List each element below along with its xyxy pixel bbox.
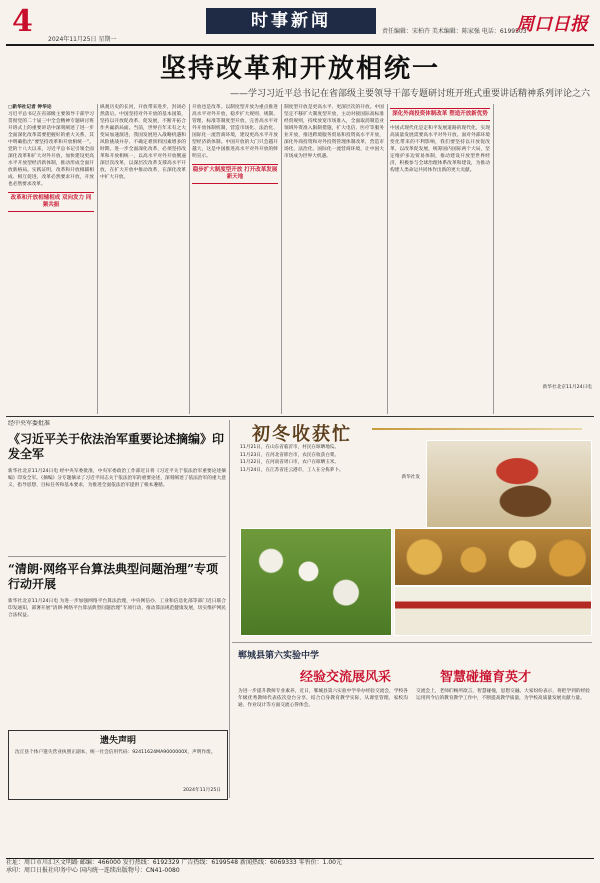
photo-credit: 新华社发 — [401, 475, 420, 480]
lead-end-note: 新华社北京11月24日电 — [542, 385, 592, 390]
caption-2: 11月23日，在河北省邢台市，农民在收获白菜。 — [240, 452, 339, 458]
photo-sweet-potatoes — [394, 528, 592, 586]
divider — [229, 420, 230, 798]
editor-credits: 责任编辑：宋柏卉 美术编辑：陈家强 电话：6199503 — [382, 28, 527, 35]
algorithm-headline: “清朗·网络平台算法典型问题治理”专项行动开展 — [8, 562, 218, 591]
divider — [189, 104, 190, 414]
school-body-1: 为进一步提升教师专业素养，近日，郸城县第六实验中学举办经验交流会，学校各年级优秀教师代表依次登台分享，结合自身教育教学实际，从课堂管理、家校沟通、作业设计等方面交流心得体会。 — [238, 689, 408, 708]
lead-subheading-3: 深化外商投资体制改革 塑造开放新优势 — [390, 108, 490, 121]
lead-text-4: 制度型开放是更高水平、更深层次的开放。中国坚定不移扩大制度型开放，主动对接国际高标准经贸规则，持续放宽市场准入，全面取消制造业领域外资准入限制措施，扩大电信、医疗等服务业开放，推进跨境服务贸易和投资高水平开放，深化外商投资和对外投资管理体制改革，营造市场化、法治化、国际化一流营商环境，让中国大市场成为世界大机遇。 — [284, 105, 384, 159]
notice-title: 遗失声明 — [99, 736, 136, 746]
school-title-2: 智慧碰撞育英才 — [440, 670, 532, 685]
lead-column-1 — [8, 104, 94, 414]
section-rule — [6, 416, 594, 417]
caption-1: 11月21日，在山东省临沂市，村民在晾晒地瓜。 — [240, 445, 339, 450]
divider — [281, 104, 282, 414]
lead-column-4 — [284, 104, 384, 414]
divider — [97, 104, 98, 414]
lead-text-2: 纵观历史的长河，开放带来进步，封闭必然落后。中国坚持对外开放的基本国策，坚持以开放促改革、促发展，不断开拓合作共赢新局面。当前，世界百年未有之大变局加速演进，我国发展进入战略机遇和风险挑战并存、不确定难预料因素增多的时期。进一步全面深化改革，必须坚持改革和开放相统一，以高水平对外开放倒逼深层次改革，以深层次改革支撑高水平开放，在扩大开放中推动改革，在深化改革中扩大开放。 — [100, 105, 186, 180]
lead-text-1: 习近平总书记在省部级主要领导干部学习贯彻党的二十届三中全会精神专题研讨班开班式上的重要讲话中深刻阐述了进一步全面深化改革需要把握好的重大关系，其中明确指出“要坚持改革和开放相统一”。党的十八大以来，习近平总书记引领全面深化改革和扩大对外开放，加快建设更高水平开放型经济新体制，推动形成全面开放新格局。实践证明，改革和开放相辅相成、相互促进，改革必然要求开放，开放也必然要求改革。 — [8, 112, 94, 187]
lost-notice-box — [8, 730, 228, 800]
feature-decoration — [372, 428, 582, 430]
photo-feature — [232, 420, 592, 638]
lead-column-2 — [100, 104, 186, 414]
masthead-logo: 周口日报 — [516, 14, 588, 35]
lead-headline: 坚持改革和开放相统一 — [159, 54, 440, 84]
issue-date: 2024年11月25日 星期一 — [48, 36, 117, 43]
lead-column-6 — [496, 104, 592, 414]
lead-column-3 — [192, 104, 278, 414]
rule — [232, 642, 592, 643]
photo-farmer — [426, 440, 592, 528]
notice-body: 沈丘县个体户遗失营业执照正副本，统一社会信用代码：92411624MA9000000X，声明作废。 — [15, 750, 216, 755]
footer-line-1: 社址：周口市川汇区文明路 邮编：466000 发行热线：6192329 广告热线：6199548 新闻热线：6069333 零售价：1.00元 — [6, 859, 342, 866]
section-title: 时事新闻 — [206, 8, 376, 34]
military-body: 新华社北京11月24日电 经中央军委批准，中央军委政治工作部近日将《习近平关于依法治军重要论述摘编》印发全军。《摘编》分专题摘录了习近平同志关于依法治军的重要论述，深刻阐述了依法治军的重大意义、指导思想、目标任务和基本要求，为推进全面依法治军提供了根本遵循。 — [8, 469, 226, 488]
feature-captions — [240, 444, 420, 482]
caption-3: 11月22日，在河南省周口市，农户在晾晒玉米。 — [240, 460, 339, 465]
page-footer — [6, 858, 594, 875]
feature-title: 初冬收获忙 — [252, 424, 352, 445]
page-header — [6, 4, 594, 46]
divider — [387, 104, 388, 414]
feature-title-box — [232, 420, 592, 445]
footer-line-2: 承印：周口日报社印务中心 国内统一连续出版物号：CN41-0080 — [6, 867, 180, 874]
photo-radish-harvest — [394, 586, 592, 636]
algorithm-body: 新华社北京11月24日电 为进一步加强网络平台算法治理，中央网信办、工业和信息化部等部门近日联合印发通知，部署开展“清朗·网络平台算法典型问题治理”专项行动，推动算法规范健康发展，切实维护网民合法权益。 — [8, 599, 226, 618]
military-kicker: 经中央军委批准 — [8, 420, 51, 427]
school-body-2: 交流会上，老师们畅所欲言，智慧碰撞，思想交融。大家纷纷表示，将把学到的经验运用到今后的教育教学工作中，不断提高教学质量，为学校高质量发展贡献力量。 — [416, 689, 590, 701]
lead-subhead: ——学习习近平总书记在省部级主要领导干部专题研讨班开班式重要讲话精神系列评论之六 — [229, 89, 590, 99]
divider — [493, 104, 494, 414]
school-title-1: 经验交流展风采 — [300, 670, 392, 685]
lead-subheading-2: 稳步扩大制度型开放 打开改革发展新天地 — [192, 164, 278, 184]
school-name: 郸城县第六实验中学 — [238, 651, 320, 661]
photo-cabbage-field — [240, 528, 392, 636]
caption-4: 11月24日，在江苏省连云港市，工人在分拣萝卜。 — [240, 467, 344, 473]
notice-date: 2024年11月25日 — [183, 788, 221, 793]
page-number: 4 — [12, 4, 33, 39]
lead-text-5: 中国式现代化是走和平发展道路的现代化，实现高质量发展需要高水平对外开放。面对外部环境变化带来的不利影响，我们要坚持以开放促改革，以改革促发展，统筹国内国际两个大局，坚定维护多边贸易体制，推动建设开放型世界经济，积极参与全球治理体系改革和建设，为推动构建人类命运共同体作出新的更大贡献。 — [390, 126, 490, 173]
lead-text-3: 开放也是改革。以制度型开放为重点推进高水平对外开放，稳步扩大规则、规制、管理、标准等制度型开放，完善高水平对外开放体制机制，营造市场化、法治化、国际化一流营商环境，建设更高水平开放型经济新体制。中国开放的大门只会越开越大，这是中国推进高水平对外开放的鲜明宣示。 — [192, 105, 278, 159]
military-headline: 《习近平关于依法治军重要论述摘编》印发全军 — [8, 432, 225, 461]
rule — [8, 556, 226, 557]
lead-column-5 — [390, 104, 490, 414]
byline: □新华社记者 钟华论 — [8, 105, 52, 110]
lead-subheading-1: 改革和开放相辅相成 双向发力 同频共振 — [8, 192, 94, 212]
